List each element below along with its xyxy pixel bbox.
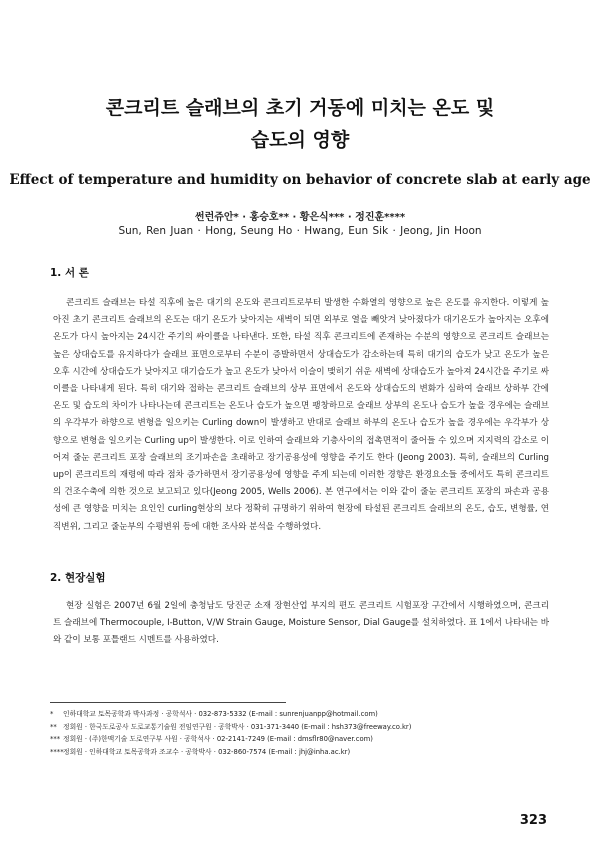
footnote-item: [50, 733, 550, 746]
section-1-body: 콘크리트 슬래브는 타설 직후에 높은 대기의 온도와 콘크리트로부터 발생한 수화열의 영향으로 높은 온도를 유지한다. 이렇게 높아진 초기 콘크리트 슬래브의 온도는 대기 온도가 낮아지는 새벽이 되면 외부로 열을 빼앗겨 낮아졌다가 대기온도가 높아지는 오후에 온도가 다시 높아지는 24시간 주기의 싸이클을 나타낸다. 또한, 타설 직후 콘크리트에 존재하는 수분의 영향으로 콘크리트 슬래브는 높은 상대습도를 유지하다가 슬래브 표면으로부터 수분이 증발하면서 상대습도가 감소하는데 특히 대기의 습도가 낮고 온도가 높은 오후 시간에 상대습도가 낮아지고 대기습도가 높고 온도가 낮아서 이슬이 맺히기 쉬운 새벽에 상대습도가 높아져 24시간을 주기로 싸이클을 나타내게 된다. 특히 대기와 접하는 콘크리트 슬래브의 상부 표면에서 온도와 상대습도의 변화가 심하여 슬래브 상하부 간에 온도 및 습도의 차이가 나타나는데 콘크리트는 온도나 습도가 높으면 팽창하므로 슬래브 상부의 온도나 습도가 높을 경우에는 슬래브의 우각부가 하향으로 변형을 일으키는 Curling down이 발생하고 반대로 슬래브 하부의 온도나 습도가 높을 경우에는 우각부가 상향으로 변형을 일으키는 Curling up이 발생한다. 이로 인하여 슬래브와 기층사이의 접촉면적이 줄어들 수 있으며 지지력의 감소로 이어져 줄눈 콘크리트 포장 슬래브의 조기파손을 초래하고 장기공용성에 영향을 주기도 한다 (Jeong 2003). 특히, 슬래브의 Curling up이 콘크리트의 재령에 따라 점차 증가하면서 장기공용성에 영향을 주게 되는데 이러한 경향은 환경요소들 중에서도 특히 콘크리트의 건조수축에 의한 것으로 보고되고 있다(Jeong 2005, Wells 2006). 본 연구에서는 이와 같이 줄눈 콘크리트 포장의 파손과 공용성에 큰 영향을 미치는 요인인 curling현상의 보다 정확히 규명하기 위하여 현장에 타설된 콘크리트 슬래브의 온도, 습도, 변형률, 연직변위, 그리고 줄눈부의 수평변위 등에 대한 조사와 분석을 수행하였다.: [53, 298, 549, 532]
korean-title: [0, 92, 600, 156]
section-1-heading: 1. 서 론: [50, 267, 89, 279]
section-2-heading: 2. 현장실험: [50, 572, 106, 584]
english-authors: Sun, Ren Juan · Hong, Seung Ho · Hwang, Eun Sik · Jeong, Jin Hoon: [118, 225, 482, 237]
english-title: Effect of temperature and humidity on behavior of concrete slab at early age: [9, 172, 591, 188]
footnote-mark: ****: [50, 747, 64, 756]
korean-authors: 썬런쥬안* · 홍승호** · 황은식*** · 정진훈****: [194, 212, 406, 223]
footnote-item: [50, 721, 550, 734]
footnote-text: 정회원 · 한국도로공사 도로교통기술원 전임연구원 · 공학박사 · 031-371-3440 (E-mail : hsh373@freeway.co.kr): [63, 722, 412, 731]
footnote-text: 정회원 · (주)한맥기술 도로연구부 사원 · 공학석사 · 02-2141-7249 (E-mail : dmsflr80@naver.com): [63, 735, 373, 744]
footnote-item: [50, 746, 550, 759]
footnote-mark: ***: [50, 735, 61, 744]
korean-title-line-1: 콘크리트 슬래브의 초기 거동에 미치는 온도 및: [105, 97, 495, 119]
footnotes: [50, 708, 550, 758]
footnote-text: 인하대학교 토목공학과 박사과정 · 공학석사 · 032-873-5332 (E-mail : sunrenjuanpp@hotmail.com): [63, 710, 378, 718]
page-number: 323: [519, 813, 547, 828]
footnote-mark: *: [50, 710, 54, 718]
footnote-item: [50, 708, 550, 721]
footnote-text: 정회원 · 인하대학교 토목공학과 조교수 · 공학박사 · 032-860-7574 (E-mail : jhj@inha.ac.kr): [63, 747, 351, 756]
korean-title-line-2: 습도의 영향: [250, 129, 350, 151]
footnote-mark: **: [50, 722, 57, 731]
footnote-divider: [50, 702, 286, 703]
section-2-body: 현장 실험은 2007년 6월 2일에 충청남도 당진군 소재 장현산업 부지의 편도 콘크리트 시험포장 구간에서 시행하였으며, 콘크리트 슬래브에 Thermocouple, I-Button, V/W Strain Gauge, Moisture Sensor, Dial Gauge를 설치하였다. 표 1에서 나타내는 바와 같이 보통 포틀랜드 시멘트를 사용하였다.: [53, 601, 549, 646]
